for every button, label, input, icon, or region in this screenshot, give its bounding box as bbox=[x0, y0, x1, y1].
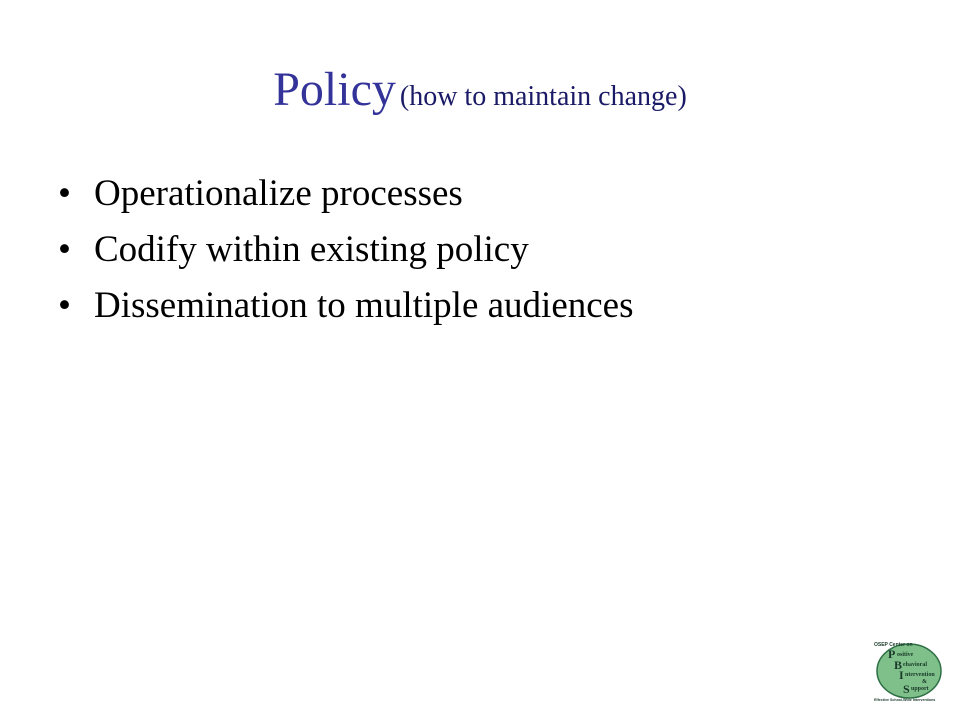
logo-letter-s: S bbox=[903, 682, 910, 696]
title-main: Policy bbox=[273, 63, 396, 116]
pbis-logo-icon bbox=[872, 640, 944, 702]
bullet-icon: • bbox=[58, 173, 71, 214]
bullet-text: Operationalize processes bbox=[94, 173, 463, 214]
bullet-item bbox=[58, 284, 633, 340]
logo-letter-i: I bbox=[899, 668, 904, 682]
logo-word-support: upport bbox=[911, 686, 929, 692]
title-subtitle: (how to maintain change) bbox=[399, 81, 687, 112]
logo-word-behavioral: ehavioral bbox=[903, 662, 927, 668]
logo-header: OSEP Center on bbox=[874, 642, 913, 648]
bullet-icon: • bbox=[58, 229, 71, 270]
bullet-item bbox=[58, 228, 633, 284]
slide-title bbox=[0, 62, 960, 117]
bullet-list bbox=[58, 172, 633, 340]
bullet-item bbox=[58, 172, 633, 228]
logo-ampersand: & bbox=[922, 679, 927, 685]
logo-word-intervention: ntervention bbox=[905, 672, 935, 678]
bullet-icon: • bbox=[58, 285, 71, 326]
bullet-text: Dissemination to multiple audiences bbox=[94, 285, 634, 326]
logo-letter-b: B bbox=[894, 658, 903, 672]
logo-footer: Effective School-Wide Interventions bbox=[874, 698, 936, 702]
bullet-text: Codify within existing policy bbox=[94, 229, 529, 270]
logo-letter-p: P bbox=[888, 647, 896, 661]
logo-word-positive: ositive bbox=[897, 652, 914, 658]
